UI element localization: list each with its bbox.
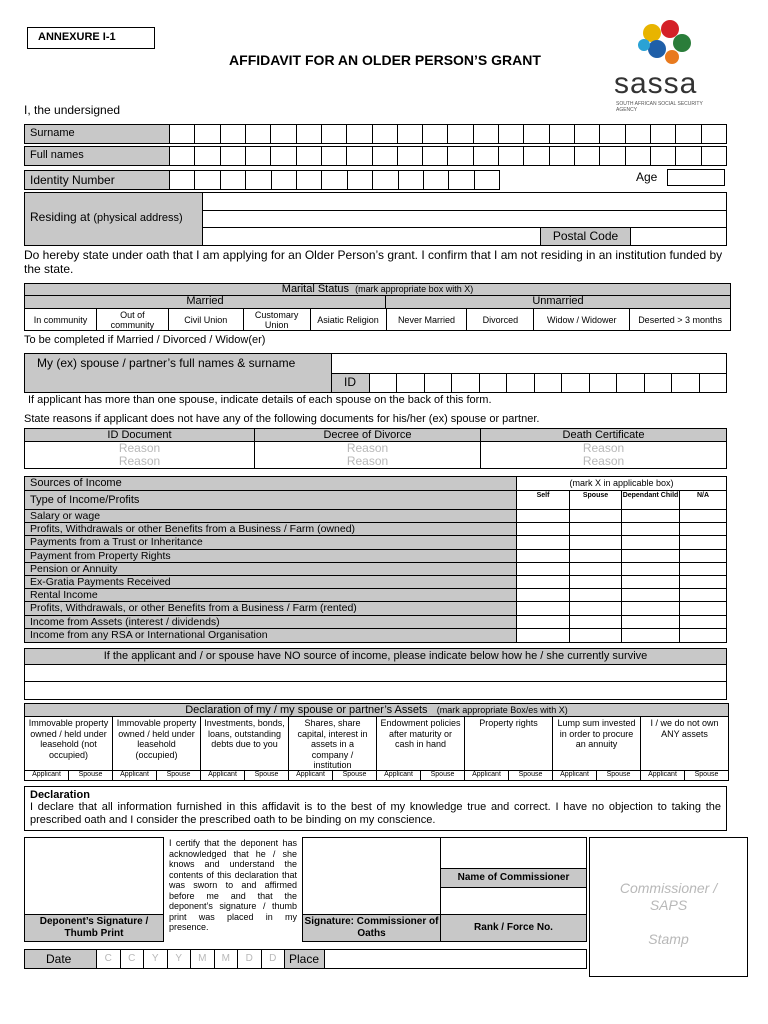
- stamp-box[interactable]: [589, 837, 748, 977]
- income-row: [25, 563, 726, 576]
- income-checkbox[interactable]: [517, 510, 570, 522]
- income-checkbox[interactable]: [570, 510, 622, 522]
- income-checkbox[interactable]: [570, 629, 622, 642]
- intro-text: I, the undersigned: [24, 103, 121, 117]
- declaration-text: I declare that all information furnished in this affidavit is to the best of my knowledge true and correct. I have no objection to taking the prescribed oath and I consider the prescribed oath to be binding on my conscience.: [30, 801, 721, 826]
- fullnames-char-cell[interactable]: [271, 147, 296, 165]
- fullnames-char-cell[interactable]: [575, 147, 600, 165]
- asset-column-label: I / we do not own ANY assets: [650, 718, 719, 739]
- spouse-block: [24, 353, 727, 393]
- spouse-note: If applicant has more than one spouse, indicate details of each spouse on the back of this form.: [28, 394, 492, 406]
- id-char-cell[interactable]: [475, 171, 499, 189]
- income-row-label: Salary or wage: [25, 510, 517, 522]
- date-char-cell[interactable]: C: [121, 950, 145, 968]
- income-checkbox[interactable]: [680, 602, 726, 614]
- fullnames-char-cell[interactable]: [702, 147, 726, 165]
- income-checkbox[interactable]: [622, 563, 680, 575]
- surname-char-cell[interactable]: [676, 125, 701, 143]
- income-row: [25, 589, 726, 602]
- marital-option[interactable]: In community: [24, 309, 97, 331]
- income-row-label: Rental Income: [25, 589, 517, 601]
- surname-char-cell[interactable]: [448, 125, 473, 143]
- asset-spouse-checkbox[interactable]: Spouse: [430, 771, 455, 778]
- no-income-line-2[interactable]: [25, 682, 726, 699]
- surname-char-cell[interactable]: [600, 125, 625, 143]
- spouse-id-char-cell[interactable]: [562, 374, 589, 392]
- asset-column-label: Immovable property owned / held under leasehold (occupied): [113, 717, 201, 770]
- asset-applicant-checkbox[interactable]: Applicant: [641, 771, 685, 780]
- doc-death-reason-2[interactable]: Reason: [582, 454, 625, 468]
- income-checkbox[interactable]: [517, 536, 570, 548]
- hands-logo-icon: [612, 15, 722, 70]
- rank-label: Rank / Force No.: [441, 915, 586, 941]
- fullnames-cells[interactable]: [170, 147, 726, 165]
- asset-column-label: Lump sum invested in order to procure an annuity: [553, 717, 641, 770]
- postal-code-label: Postal Code: [541, 228, 631, 245]
- income-checkbox[interactable]: [517, 523, 570, 535]
- marital-option[interactable]: Deserted > 3 months: [630, 309, 731, 331]
- asset-column-label: Property rights: [465, 717, 553, 770]
- stamp-line-3: Stamp: [648, 931, 689, 947]
- income-checkbox[interactable]: [680, 550, 726, 562]
- surname-label: Surname: [25, 125, 170, 143]
- fullnames-row: [24, 146, 727, 166]
- spouse-id-char-cell[interactable]: [370, 374, 397, 392]
- surname-char-cell[interactable]: [398, 125, 423, 143]
- marital-option[interactable]: Never Married: [387, 309, 468, 331]
- marital-option[interactable]: Customary Union: [244, 309, 311, 331]
- income-row-label: Ex-Gratia Payments Received: [25, 576, 517, 588]
- income-row-label: Profits, Withdrawals or other Benefits from a Business / Farm (owned): [25, 523, 517, 535]
- fullnames-char-cell[interactable]: [373, 147, 398, 165]
- spouse-id-char-cell[interactable]: [480, 374, 507, 392]
- income-row: [25, 576, 726, 589]
- income-row-label: Payment from Property Rights: [25, 550, 517, 562]
- id-char-cell[interactable]: [246, 171, 271, 189]
- annexure-box: ANNEXURE I-1: [27, 27, 155, 49]
- fullnames-char-cell[interactable]: [524, 147, 549, 165]
- asset-column-label: Shares, share capital, interest in assets in a company / institution: [289, 717, 377, 770]
- id-char-cell[interactable]: [221, 171, 246, 189]
- surname-char-cell[interactable]: [575, 125, 600, 143]
- spouse-names-input[interactable]: [332, 354, 726, 374]
- no-income-header: If the applicant and / or spouse have NO source of income, please indicate below how he / she currently survive: [25, 649, 726, 665]
- no-income-block: [24, 648, 727, 700]
- income-checkbox[interactable]: [680, 523, 726, 535]
- income-title: Sources of Income: [25, 477, 517, 490]
- page-title: AFFIDAVIT FOR AN OLDER PERSON’S GRANT: [229, 52, 541, 68]
- residing-label: Residing at (physical address): [25, 193, 203, 245]
- id-char-cell[interactable]: [195, 171, 220, 189]
- income-row: [25, 523, 726, 536]
- income-checkbox[interactable]: [680, 616, 726, 628]
- spouse-id-char-cell[interactable]: [700, 374, 726, 392]
- income-checkbox[interactable]: [517, 576, 570, 588]
- income-rows: [25, 510, 726, 642]
- assets-table: [24, 703, 729, 781]
- deponent-label: Deponent’s Signature / Thumb Print: [25, 914, 163, 941]
- asset-column-label: Investments, bonds, loans, outstanding debts due to you: [201, 717, 289, 770]
- surname-char-cell[interactable]: [297, 125, 322, 143]
- spouse-id-char-cell[interactable]: [672, 374, 699, 392]
- fullnames-char-cell[interactable]: [195, 147, 220, 165]
- postal-code-input[interactable]: [631, 228, 726, 245]
- assets-title: Declaration of my / my spouse or partner’s Assets (mark appropriate Box/es with X): [25, 704, 728, 717]
- asset-applicant-checkbox[interactable]: Applicant: [377, 771, 421, 780]
- surname-char-cell[interactable]: [322, 125, 347, 143]
- surname-char-cell[interactable]: [550, 125, 575, 143]
- fullnames-char-cell[interactable]: [322, 147, 347, 165]
- id-char-cell[interactable]: [424, 171, 449, 189]
- income-checkbox[interactable]: [570, 523, 622, 535]
- unmarried-header: Unmarried: [386, 296, 731, 309]
- asset-applicant-checkbox[interactable]: Applicant: [465, 771, 509, 780]
- marital-status-table: [24, 283, 731, 331]
- income-checkbox[interactable]: [570, 536, 622, 548]
- documents-table: [24, 428, 727, 469]
- doc-divorce-reason-1[interactable]: Reason: [346, 441, 389, 455]
- surname-char-cell[interactable]: [271, 125, 296, 143]
- marital-options: [24, 309, 731, 331]
- surname-char-cell[interactable]: [474, 125, 499, 143]
- fullnames-char-cell[interactable]: [347, 147, 372, 165]
- surname-cells[interactable]: [170, 125, 726, 143]
- logo-subtitle: SOUTH AFRICAN SOCIAL SECURITY AGENCY: [616, 101, 703, 113]
- date-char-cell[interactable]: M: [215, 950, 239, 968]
- date-char-cell[interactable]: Y: [168, 950, 192, 968]
- income-checkbox[interactable]: [622, 616, 680, 628]
- commissioner-signature-box[interactable]: [302, 837, 441, 942]
- fullnames-char-cell[interactable]: [600, 147, 625, 165]
- surname-char-cell[interactable]: [524, 125, 549, 143]
- income-row: [25, 616, 726, 629]
- age-input[interactable]: [667, 169, 725, 186]
- address-line-3[interactable]: [203, 228, 541, 245]
- doc-id-reason-1[interactable]: Reason: [118, 441, 161, 455]
- income-row: [25, 602, 726, 615]
- fullnames-char-cell[interactable]: [550, 147, 575, 165]
- place-label: Place: [285, 950, 325, 968]
- spouse-id-char-cell[interactable]: [397, 374, 424, 392]
- date-char-cell[interactable]: C: [97, 950, 121, 968]
- income-checkbox[interactable]: [570, 589, 622, 601]
- income-row: [25, 550, 726, 563]
- surname-char-cell[interactable]: [170, 125, 195, 143]
- asset-spouse-checkbox[interactable]: Spouse: [606, 771, 631, 778]
- income-col-header: Spouse: [570, 491, 622, 509]
- asset-applicant-checkbox[interactable]: Applicant: [553, 771, 597, 780]
- income-col-header: Dependant Child: [622, 491, 680, 509]
- income-checkbox[interactable]: [517, 629, 570, 642]
- income-checkbox[interactable]: [622, 550, 680, 562]
- income-checkbox[interactable]: [622, 536, 680, 548]
- doc-divorce-reason-2[interactable]: Reason: [346, 454, 389, 468]
- income-checkbox[interactable]: [622, 576, 680, 588]
- commissioner-name-input[interactable]: [441, 838, 586, 869]
- spouse-id-char-cell[interactable]: [645, 374, 672, 392]
- income-instruction: (mark X in applicable box): [569, 478, 674, 488]
- marital-option[interactable]: Widow / Widower: [534, 309, 630, 331]
- id-char-cell[interactable]: [322, 171, 347, 189]
- surname-char-cell[interactable]: [246, 125, 271, 143]
- surname-char-cell[interactable]: [423, 125, 448, 143]
- surname-char-cell[interactable]: [221, 125, 246, 143]
- reasons-note: State reasons if applicant does not have any of the following documents for his/her (ex) spouse or partner.: [24, 413, 540, 425]
- income-checkbox[interactable]: [570, 616, 622, 628]
- income-col-header: Self: [517, 491, 570, 509]
- income-checkbox[interactable]: [517, 550, 570, 562]
- declaration-box: [24, 786, 727, 831]
- spouse-id-char-cell[interactable]: [507, 374, 534, 392]
- income-checkbox[interactable]: [622, 510, 680, 522]
- residing-block: [24, 192, 727, 246]
- fullnames-char-cell[interactable]: [398, 147, 423, 165]
- income-checkbox[interactable]: [570, 563, 622, 575]
- fullnames-char-cell[interactable]: [651, 147, 676, 165]
- income-row-label: Income from any RSA or International Organisation: [25, 629, 517, 642]
- doc-death-reason-1[interactable]: Reason: [582, 441, 625, 455]
- marital-option[interactable]: Divorced: [467, 309, 534, 331]
- surname-char-cell[interactable]: [651, 125, 676, 143]
- fullnames-char-cell[interactable]: [474, 147, 499, 165]
- asset-spouse-checkbox[interactable]: Spouse: [694, 771, 719, 778]
- income-row-label: Income from Assets (interest / dividends): [25, 616, 517, 628]
- oath-text: Do hereby state under oath that I am applying for an Older Person’s grant. I confirm that I am not residing in an institution funded by the state.: [24, 248, 723, 276]
- no-income-line-1[interactable]: [25, 665, 726, 682]
- date-char-cell[interactable]: D: [262, 950, 286, 968]
- marital-title: Marital Status (mark appropriate box with X): [24, 283, 731, 296]
- income-table: [24, 476, 727, 643]
- surname-char-cell[interactable]: [347, 125, 372, 143]
- id-char-cell[interactable]: [272, 171, 297, 189]
- income-checkbox[interactable]: [680, 510, 726, 522]
- deponent-signature-box[interactable]: [24, 837, 164, 942]
- married-header: Married: [24, 296, 386, 309]
- income-checkbox[interactable]: [680, 536, 726, 548]
- complete-note: To be completed if Married / Divorced / Widow(er): [24, 334, 266, 346]
- date-char-cell[interactable]: M: [191, 950, 215, 968]
- fullnames-char-cell[interactable]: [423, 147, 448, 165]
- fullnames-char-cell[interactable]: [297, 147, 322, 165]
- fullnames-char-cell[interactable]: [246, 147, 271, 165]
- spouse-label: My (ex) spouse / partner’s full names & surname: [25, 354, 332, 392]
- surname-char-cell[interactable]: [373, 125, 398, 143]
- income-checkbox[interactable]: [680, 563, 726, 575]
- id-char-cell[interactable]: [170, 171, 195, 189]
- income-checkbox[interactable]: [622, 602, 680, 614]
- income-row: [25, 536, 726, 549]
- fullnames-char-cell[interactable]: [448, 147, 473, 165]
- date-cells[interactable]: [97, 950, 285, 968]
- spouse-id-char-cell[interactable]: [425, 374, 452, 392]
- income-checkbox[interactable]: [680, 629, 726, 642]
- spouse-id-char-cell[interactable]: [590, 374, 617, 392]
- identity-cells[interactable]: [170, 171, 499, 189]
- income-checkbox[interactable]: [517, 602, 570, 614]
- asset-spouse-checkbox[interactable]: Spouse: [254, 771, 279, 778]
- fullnames-char-cell[interactable]: [499, 147, 524, 165]
- marital-option[interactable]: Asiatic Religion: [311, 309, 387, 331]
- surname-char-cell[interactable]: [702, 125, 726, 143]
- stamp-line-1: Commissioner /: [619, 880, 718, 896]
- asset-spouse-checkbox[interactable]: Spouse: [518, 771, 543, 778]
- fullnames-char-cell[interactable]: [170, 147, 195, 165]
- address-line-2[interactable]: [203, 211, 726, 229]
- stamp-line-2: SAPS: [649, 897, 688, 913]
- income-checkbox[interactable]: [680, 576, 726, 588]
- asset-column-label: Immovable property owned / held under leasehold (not occupied): [25, 717, 113, 770]
- id-char-cell[interactable]: [373, 171, 398, 189]
- surname-row: [24, 124, 727, 144]
- doc-divorce-header: Decree of Divorce: [255, 429, 480, 442]
- id-char-cell[interactable]: [297, 171, 322, 189]
- address-line-1[interactable]: [203, 193, 726, 211]
- income-type-header: Type of Income/Profits: [25, 491, 517, 509]
- declaration-title: Declaration: [30, 789, 90, 801]
- asset-applicant-checkbox[interactable]: Applicant: [25, 771, 69, 780]
- income-checkbox[interactable]: [517, 589, 570, 601]
- income-checkbox[interactable]: [570, 576, 622, 588]
- commissioner-name-label: Name of Commissioner: [441, 869, 586, 888]
- logo-text: sassa: [614, 67, 698, 100]
- asset-spouse-checkbox[interactable]: Spouse: [166, 771, 191, 778]
- id-char-cell[interactable]: [348, 171, 373, 189]
- income-checkbox[interactable]: [570, 550, 622, 562]
- income-row-label: Profits, Withdrawals, or other Benefits from a Business / Farm (rented): [25, 602, 517, 614]
- asset-applicant-checkbox[interactable]: Applicant: [289, 771, 333, 780]
- fullnames-char-cell[interactable]: [676, 147, 701, 165]
- date-char-cell[interactable]: D: [238, 950, 262, 968]
- income-checkbox[interactable]: [622, 629, 680, 642]
- date-char-cell[interactable]: Y: [144, 950, 168, 968]
- income-col-header: N/A: [696, 492, 710, 499]
- income-checkbox[interactable]: [680, 589, 726, 601]
- income-row: [25, 629, 726, 642]
- place-input[interactable]: [325, 950, 586, 968]
- commissioner-sig-label: Signature: Commissioner of Oaths: [304, 916, 439, 939]
- identity-label: Identity Number: [25, 171, 170, 189]
- date-place-row: [24, 949, 587, 969]
- asset-column-label: Endowment policies after maturity or cash in hand: [377, 717, 465, 770]
- asset-applicant-checkbox[interactable]: Applicant: [113, 771, 157, 780]
- commissioner-name-box: [441, 837, 587, 942]
- id-char-cell[interactable]: [449, 171, 474, 189]
- fullnames-char-cell[interactable]: [221, 147, 246, 165]
- income-row-label: Payments from a Trust or Inheritance: [25, 536, 517, 548]
- income-row: [25, 510, 726, 523]
- spouse-id-char-cell[interactable]: [617, 374, 644, 392]
- income-row-label: Pension or Annuity: [25, 563, 517, 575]
- doc-id-reason-2[interactable]: Reason: [118, 454, 161, 468]
- id-char-cell[interactable]: [399, 171, 424, 189]
- marital-option[interactable]: Civil Union: [169, 309, 244, 331]
- spouse-id-label: ID: [332, 374, 370, 392]
- date-label: Date: [25, 950, 97, 968]
- income-checkbox[interactable]: [570, 602, 622, 614]
- doc-death-header: Death Certificate: [481, 429, 726, 442]
- income-checkbox[interactable]: [517, 563, 570, 575]
- doc-id-header: ID Document: [25, 429, 254, 442]
- surname-char-cell[interactable]: [499, 125, 524, 143]
- certify-text: I certify that the deponent has acknowledged that he / she knows and understand the contents of this declaration that was sworn to and affirmed before me and that the deponent’s signature / thumb print was placed in my presence.: [169, 838, 297, 932]
- asset-applicant-checkbox[interactable]: Applicant: [201, 771, 245, 780]
- surname-char-cell[interactable]: [626, 125, 651, 143]
- income-checkbox[interactable]: [622, 523, 680, 535]
- fullnames-char-cell[interactable]: [626, 147, 651, 165]
- sassa-logo: [612, 15, 722, 113]
- spouse-id-char-cell[interactable]: [535, 374, 562, 392]
- rank-input[interactable]: [441, 888, 586, 915]
- fullnames-label: Full names: [25, 147, 170, 165]
- asset-spouse-checkbox[interactable]: Spouse: [78, 771, 103, 778]
- income-checkbox[interactable]: [622, 589, 680, 601]
- income-checkbox[interactable]: [517, 616, 570, 628]
- asset-spouse-checkbox[interactable]: Spouse: [342, 771, 367, 778]
- age-label: Age: [636, 170, 658, 184]
- spouse-id-char-cell[interactable]: [452, 374, 479, 392]
- identity-row: [24, 170, 500, 190]
- surname-char-cell[interactable]: [195, 125, 220, 143]
- spouse-id-cells[interactable]: [370, 374, 726, 392]
- marital-option[interactable]: Out of community: [97, 309, 169, 331]
